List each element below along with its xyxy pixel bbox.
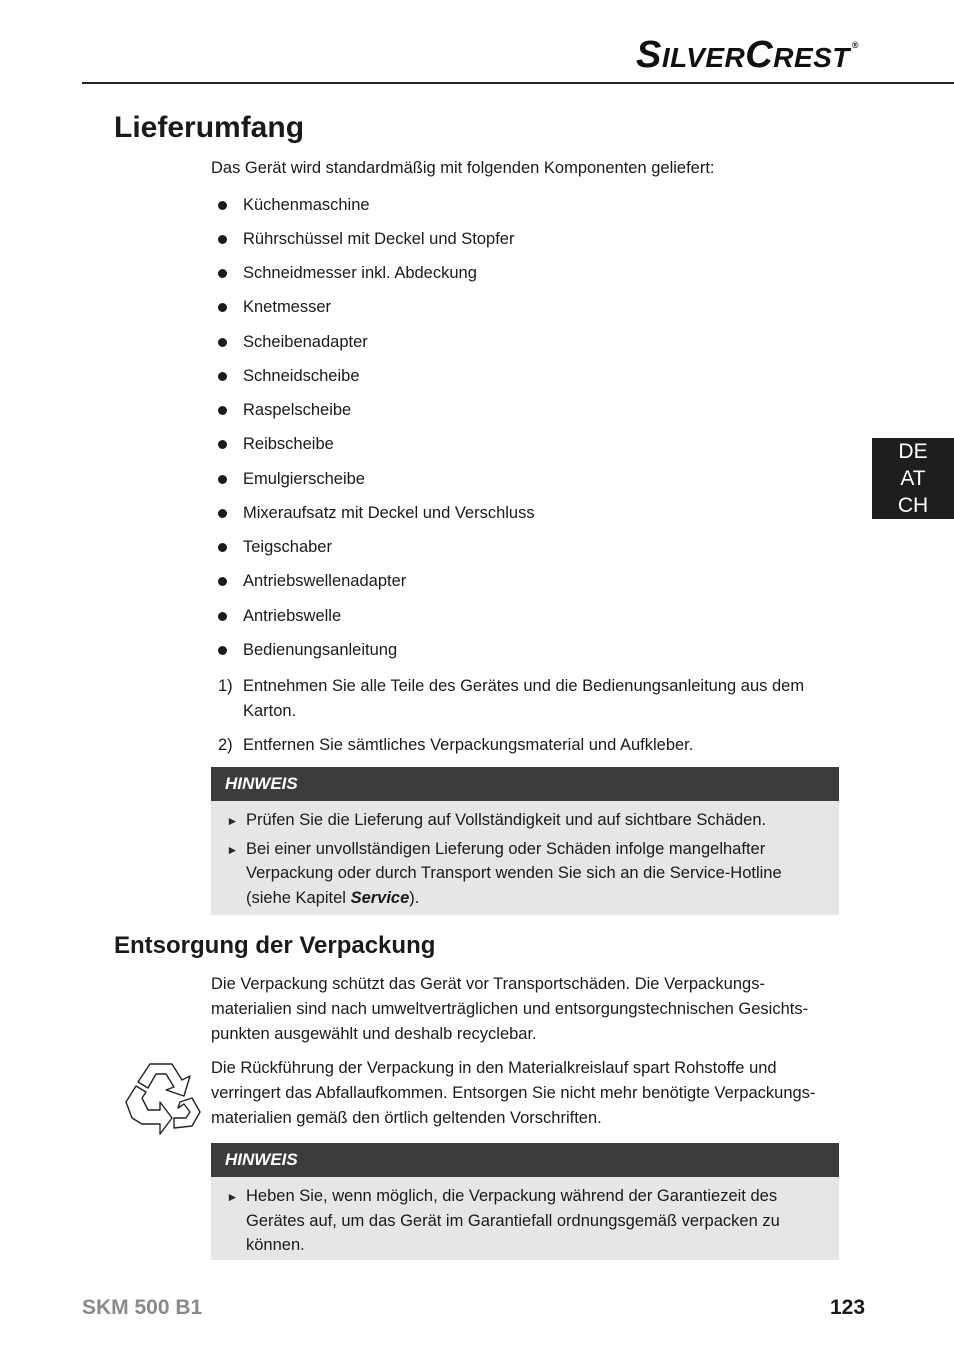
note-box-packaging [211, 1143, 839, 1260]
section-title-lieferumfang: Lieferumfang [114, 111, 305, 144]
bullet-icon [218, 201, 227, 210]
list-item: Schneidmesser inkl. Abdeckung [218, 257, 838, 291]
brand-registered: ® [851, 40, 860, 50]
list-item: Reibscheibe [218, 428, 838, 462]
packaging-protection-text: Die Verpackung schützt das Gerät vor Transportschäden. Die Verpackungs-materialien sind nach umweltverträglichen und entsorgungstechnischen Gesichts-punkten ausgewählt und deshalb recyclebar. [211, 975, 809, 1043]
step-item: 1) Entnehmen Sie alle Teile des Gerätes und die Bedienungsanleitung aus dem Karton. [218, 677, 805, 720]
list-item: Küchenmaschine [218, 188, 838, 222]
bullet-icon [218, 338, 227, 347]
list-item: Raspelscheibe [218, 394, 838, 428]
step-item: 2) Entfernen Sie sämtliches Verpackungsmaterial und Aufkleber. [218, 736, 694, 754]
note-title: HINWEIS [211, 767, 839, 801]
bullet-icon [218, 269, 227, 278]
recycle-icon [120, 1058, 204, 1138]
list-item: Mixeraufsatz mit Deckel und Verschluss [218, 496, 838, 530]
list-item: Antriebswellenadapter [218, 565, 838, 599]
section-title-entsorgung: Entsorgung der Verpackung [114, 932, 436, 959]
component-list [218, 188, 838, 668]
triangle-right-icon: ► [226, 1190, 239, 1204]
list-item: Knetmesser [218, 291, 838, 325]
list-item: Emulgierscheibe [218, 462, 838, 496]
bullet-icon [218, 235, 227, 244]
bullet-icon [218, 509, 227, 518]
note-item: ► Prüfen Sie die Lieferung auf Vollständigkeit und auf sichtbare Schäden. [219, 808, 825, 834]
bullet-icon [218, 303, 227, 312]
note-box-delivery [211, 767, 839, 915]
bullet-icon [218, 612, 227, 621]
list-item: Rührschüssel mit Deckel und Stopfer [218, 222, 838, 256]
brand-letter-c: C [745, 34, 774, 76]
brand-ilver: ILVER [661, 42, 746, 73]
bullet-icon [218, 543, 227, 552]
list-item: Bedienungsanleitung [218, 633, 838, 667]
bullet-icon [218, 372, 227, 381]
intro-text: Das Gerät wird standardmäßig mit folgenden Komponenten geliefert: [211, 159, 715, 177]
note-title: HINWEIS [211, 1143, 839, 1177]
triangle-right-icon: ► [226, 842, 239, 857]
header-rule [82, 82, 954, 84]
bullet-icon [218, 406, 227, 415]
lang-ch: CH [897, 494, 929, 517]
bullet-icon [218, 646, 227, 655]
unpacking-steps [218, 674, 838, 768]
brand-letter-s: S [636, 34, 662, 76]
brand-rest: REST [773, 42, 850, 73]
note-item: ► Bei einer unvollständigen Lieferung oder Schäden infolge mangelhafter Verpackung oder durch Transport wenden Sie sich an die Service-Hotline (siehe Kapitel Service). [219, 837, 825, 911]
triangle-right-icon: ► [226, 814, 239, 828]
list-item: Teigschaber [218, 531, 838, 565]
recycling-text: Die Rückführung der Verpackung in den Materialkreislauf spart Rohstoffe und verringert das Abfallaufkommen. Entsorgen Sie nicht mehr benötigte Verpackungs-materialien gemäß den örtlich geltenden Vorschriften. [211, 1059, 816, 1127]
note-item: ► Heben Sie, wenn möglich, die Verpackung während der Garantiezeit des Gerätes auf, um das Gerät im Garantiefall ordnungsgemäß verpacken zu können. [219, 1184, 825, 1258]
list-item: Antriebswelle [218, 599, 838, 633]
bullet-icon [218, 440, 227, 449]
service-chapter-ref: Service [350, 888, 410, 907]
list-item: Scheibenadapter [218, 325, 838, 359]
bullet-icon [218, 577, 227, 586]
footer-model: SKM 500 B1 [82, 1296, 203, 1319]
bullet-icon [218, 475, 227, 484]
lang-at: AT [900, 467, 926, 490]
language-tab [872, 438, 954, 519]
brand-logo [636, 34, 859, 77]
list-item: Schneidscheibe [218, 359, 838, 393]
page-number: 123 [830, 1296, 866, 1319]
lang-de: DE [898, 440, 928, 463]
